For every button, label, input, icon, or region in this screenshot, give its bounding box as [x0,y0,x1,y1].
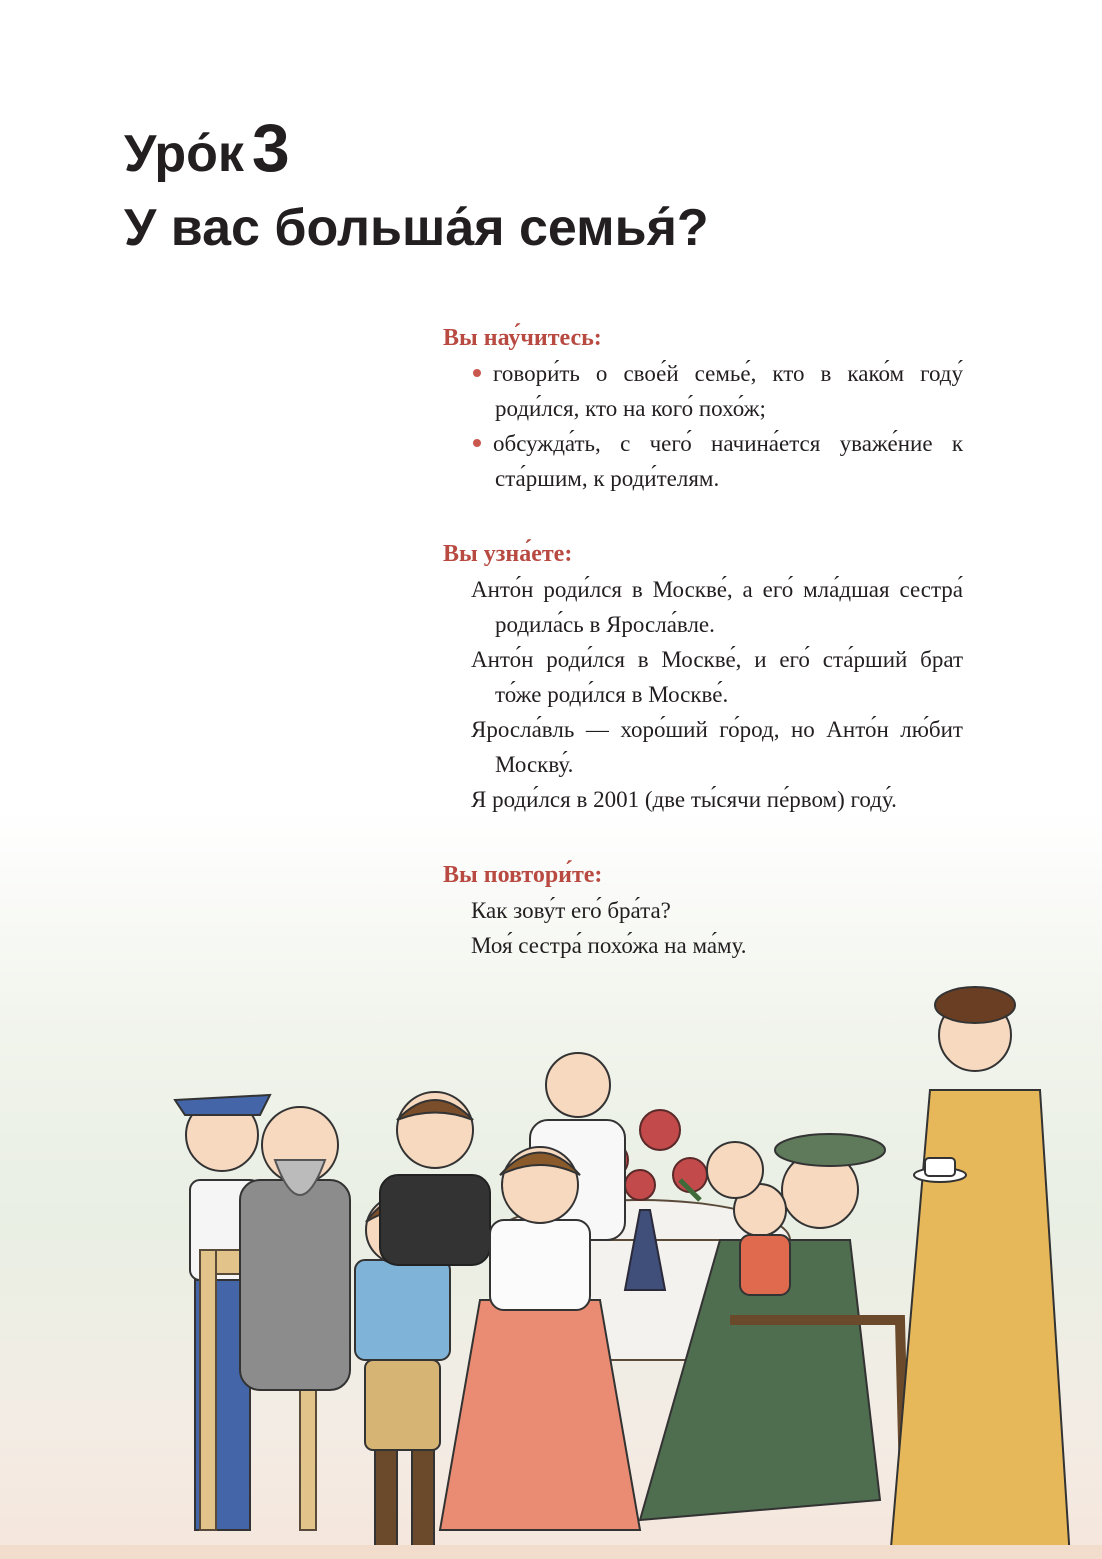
repeat-list [443,893,963,963]
lesson-number: 3 [251,110,290,186]
grandfather-figure [240,1107,350,1390]
repeat-item-1: Как зову́т его́ бра́та? [471,898,671,923]
section-learn [443,320,963,496]
know-item-2: Анто́н роди́лся в Москве́, и его́ ста́рший брат то́же роди́лся в Москве́. [471,647,963,707]
lesson-title: У вас больша́я семья́? [124,199,709,257]
know-list [443,572,963,817]
section-learn-heading: Вы нау́читесь: [443,325,602,351]
bullet-icon [473,439,481,447]
repeat-item-2: Моя́ сестра́ похо́жа на ма́му. [471,933,747,958]
lesson-objectives [443,320,963,1003]
father-figure [380,1092,490,1265]
learn-item-1: говори́ть о свое́й семье́, кто в како́м году́ роди́лся, кто на кого́ похо́ж; [493,361,963,421]
list-item [443,356,963,426]
family-illustration [0,960,1102,1559]
know-item-1: Анто́н роди́лся в Москве́, а его́ мла́дшая сестра́ родила́сь в Яросла́вле. [471,577,963,637]
section-repeat [443,857,963,963]
bullet-icon [473,369,481,377]
list-item [443,426,963,496]
learn-list [443,356,963,496]
section-repeat-heading: Вы повтори́те: [443,862,603,888]
section-know-heading: Вы узна́ете: [443,541,573,567]
lesson-word: Уро́к [124,125,244,183]
floor [0,1545,1102,1559]
section-know [443,536,963,817]
learn-item-2: обсужда́ть, с чего́ начина́ется уваже́ние к ста́ршим, к роди́телям. [493,431,963,491]
lesson-label [124,108,290,194]
know-item-4: Я роди́лся в 2001 (две ты́сячи пе́рвом) году́. [471,787,897,812]
maid-figure [890,987,1070,1559]
know-item-3: Яросла́вль — хоро́ший го́род, но Анто́н лю́бит Москву́. [471,717,963,777]
